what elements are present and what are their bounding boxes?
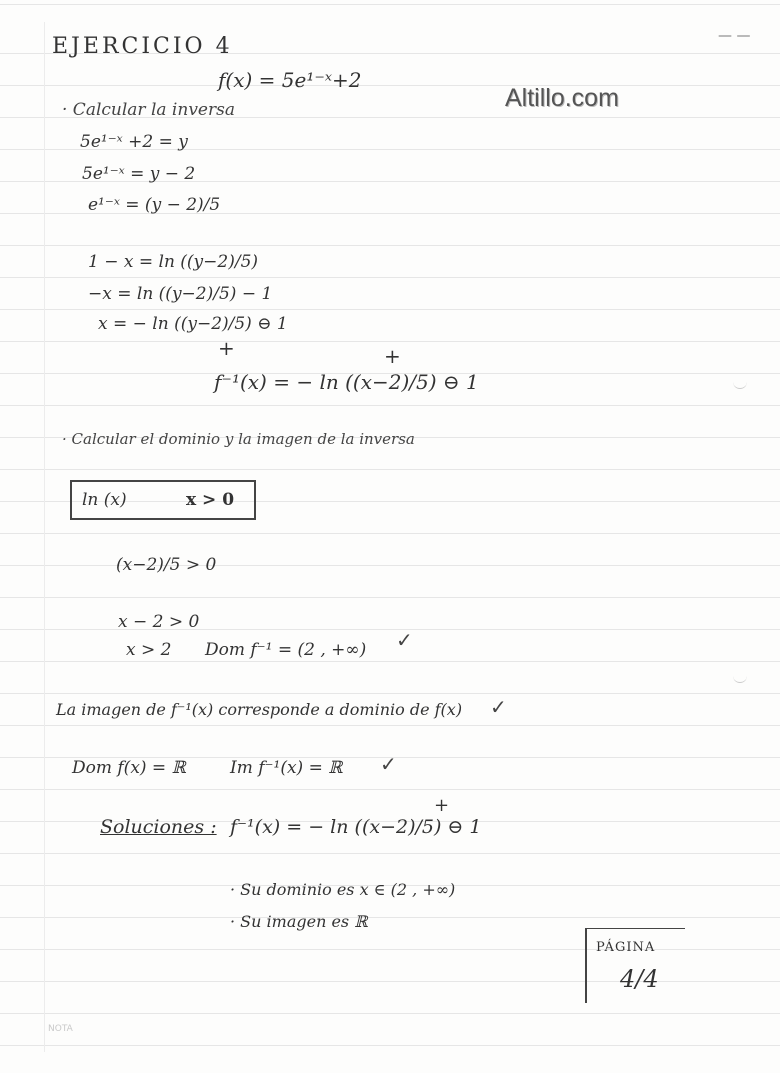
domain-step: x − 2 > 0 — [118, 612, 200, 632]
box-condition: x > 0 — [186, 490, 235, 510]
check-mark-icon: ✓ — [490, 695, 507, 719]
domain-heading: · Calcular el dominio y la imagen de la inversa — [62, 430, 415, 448]
inverse-step: x = − ln ((y−2)/5) ⊖ 1 — [98, 314, 288, 334]
inverse-step: 1 − x = ln ((y−2)/5) — [88, 252, 259, 272]
corner-mark: — — — [718, 28, 751, 44]
margin-line — [44, 22, 45, 1052]
inverse-heading: · Calcular la inversa — [62, 100, 235, 120]
inverse-step: −x = ln ((y−2)/5) − 1 — [88, 284, 273, 304]
box-expression: ln (x) — [82, 490, 127, 510]
inverse-step: 5e¹⁻ˣ = y − 2 — [82, 164, 196, 184]
function-definition: f(x) = 5e¹⁻ˣ+2 — [218, 68, 362, 92]
domain-result: Dom f⁻¹ = (2 , +∞) — [205, 640, 367, 660]
inverse-result: f⁻¹(x) = − ln ((x−2)/5) ⊖ 1 — [214, 370, 479, 394]
domain-step: (x−2)/5 > 0 — [116, 555, 217, 575]
check-mark-icon: ✓ — [380, 752, 397, 776]
nota-label: NOTA — [48, 1024, 73, 1034]
exercise-title: EJERCICIO 4 — [52, 34, 233, 59]
plus-correction-mark: + — [434, 795, 450, 816]
solutions-equation: f⁻¹(x) = − ln ((x−2)/5) ⊖ 1 — [230, 816, 482, 838]
check-mark-icon: ✓ — [396, 628, 413, 652]
page-label: PÁGINA — [596, 940, 656, 955]
punch-hole-mark — [733, 380, 747, 389]
inverse-step: 5e¹⁻ˣ +2 = y — [80, 132, 188, 152]
plus-correction-mark: + — [218, 336, 235, 360]
image-note: La imagen de f⁻¹(x) corresponde a dominio de f(x) — [56, 700, 463, 719]
punch-hole-mark — [733, 674, 747, 683]
page-number: 4/4 — [620, 965, 659, 993]
solution-bullet: · Su imagen es ℝ — [230, 912, 368, 931]
plus-correction-mark: + — [384, 344, 401, 368]
watermark-logo: Altillo.com — [505, 84, 619, 112]
solutions-label: Soluciones : — [100, 816, 217, 838]
inverse-step: e¹⁻ˣ = (y − 2)/5 — [88, 195, 221, 215]
dom-f: Dom f(x) = ℝ — [72, 758, 186, 778]
domain-step: x > 2 — [126, 640, 172, 660]
im-finv: Im f⁻¹(x) = ℝ — [230, 758, 343, 778]
solution-bullet: · Su dominio es x ∈ (2 , +∞) — [230, 880, 456, 899]
